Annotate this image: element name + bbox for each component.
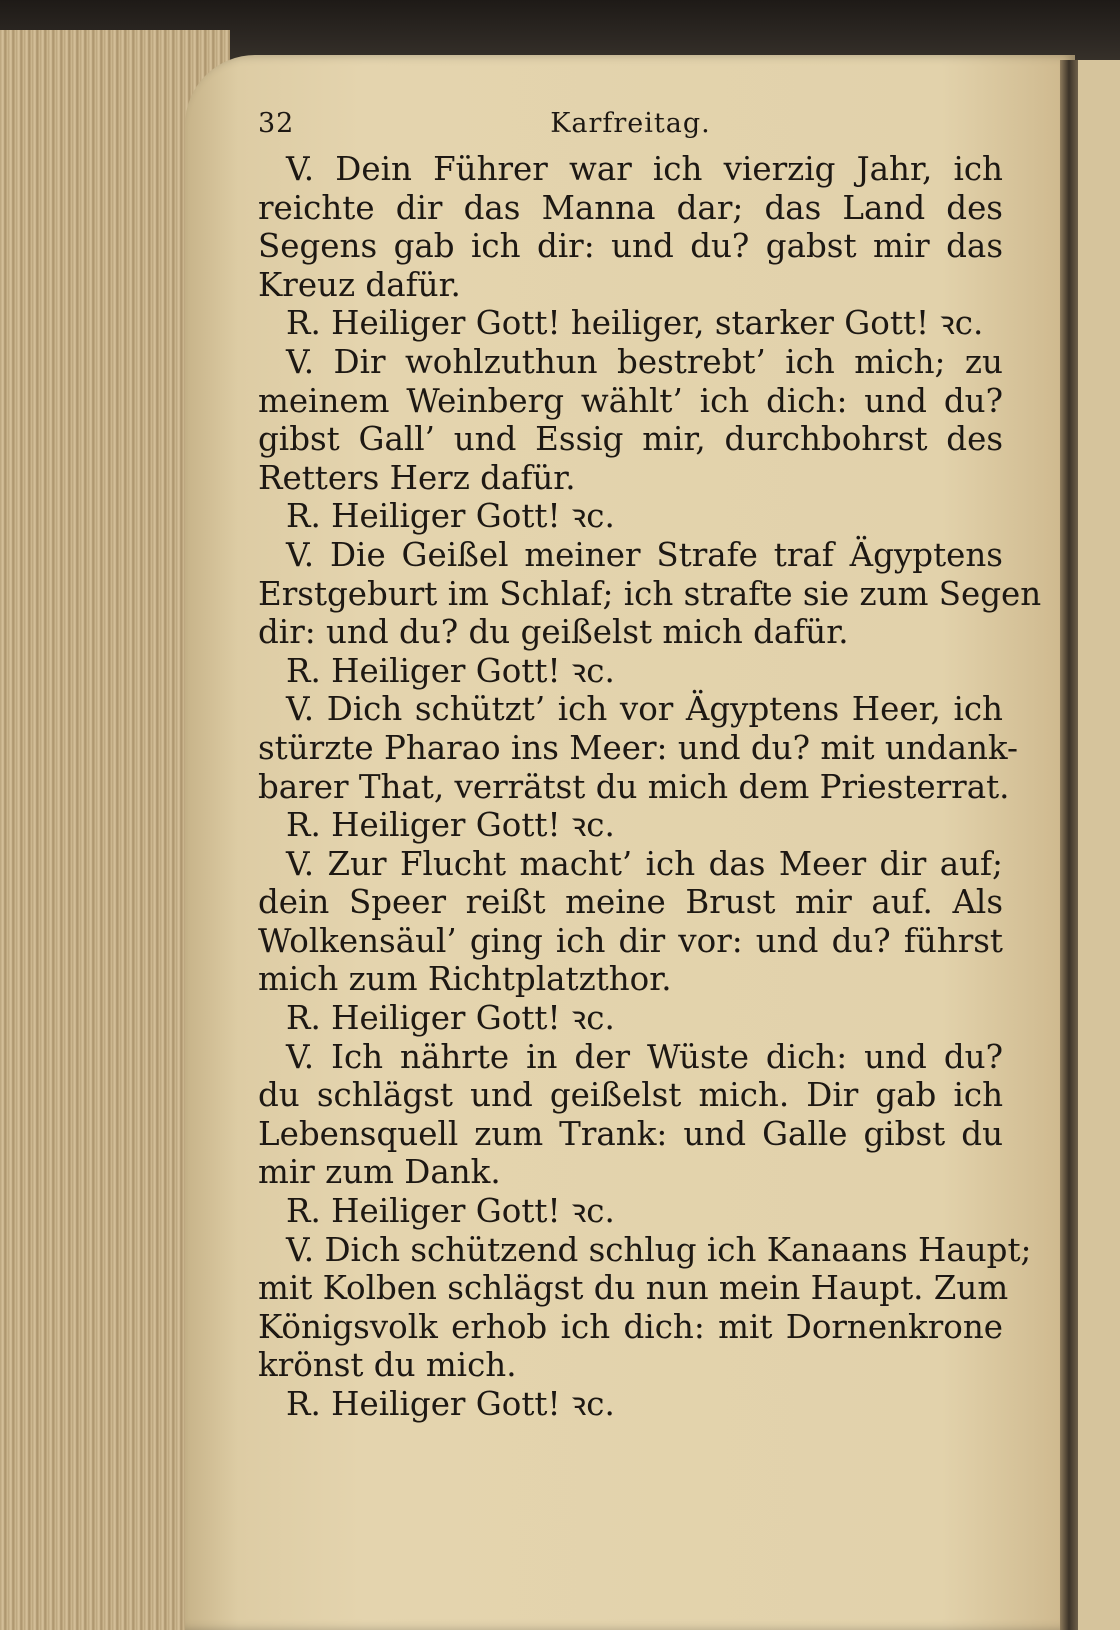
verse-line: dir: und du? du geißelst mich dafür. [258,613,849,652]
verse-line: mir zum Dank. [258,1153,501,1192]
verse-line: V. Dich schützt’ ich vor Ägyptens Heer, ich [286,690,1003,729]
page-text [258,108,1042,1424]
verse-line: barer That, verrätst du mich dem Priesterrat. [258,767,1010,806]
verse-line: mit Kolben schlägst du nun mein Haupt. Zum [258,1269,1009,1308]
verse-block [258,343,1003,497]
verse-block [258,690,1019,806]
verse-line: V. Dich schützend schlug ich Kanaans Haupt; [286,1230,1032,1269]
verse-line: reichte dir das Manna dar; das Land des [258,188,1003,227]
verse-line: meinem Weinberg wählt’ ich dich: und du? [258,381,1003,420]
response-line: R. Heiliger Gott! ꝛc. [286,806,615,845]
page-header [258,108,1003,150]
verse-line: Kreuz dafür. [258,265,461,304]
verse-line: V. Ich nährte in der Wüste dich: und du? [286,1037,1003,1076]
book-gutter [1060,60,1078,1630]
verse-line: stürzte Pharao ins Meer: und du? mit undank- [258,728,1019,767]
verse-line: dein Speer reißt meine Brust mir auf. Als [258,883,1003,922]
verse-line: Retters Herz dafür. [258,458,576,497]
verse-block [258,845,1003,999]
response-line: R. Heiliger Gott! ꝛc. [286,1385,615,1423]
facing-page-edge [1078,60,1120,1630]
verse-line: krönst du mich. [258,1346,517,1385]
verse-line: V. Dir wohlzuthun bestrebt’ ich mich; zu [286,342,1003,381]
verse-line: V. Dein Führer war ich vierzig Jahr, ich [286,150,1003,188]
verse-block [258,535,1042,652]
litany-text [258,150,1042,1424]
verse-block [258,1038,1003,1192]
verse-line: Segens gab ich dir: und du? gabst mir das [258,227,1003,266]
response-line: R. Heiliger Gott! heiliger, starker Gott! ꝛc. [286,304,984,343]
verse-line: gibst Gall’ und Essig mir, durchbohrst des [258,420,1003,459]
verse-line: du schlägst und geißelst mich. Dir gab ich [258,1076,1003,1115]
verse-line: V. Zur Flucht macht’ ich das Meer dir auf; [286,844,1003,883]
running-title: Karfreitag. [550,108,711,139]
response-line: R. Heiliger Gott! ꝛc. [286,999,615,1038]
verse-line: mich zum Richtplatzthor. [258,960,672,999]
response-line: R. Heiliger Gott! ꝛc. [286,1192,615,1231]
page-number: 32 [258,108,295,139]
verse-line: Königsvolk erhob ich dich: mit Dornenkrone [258,1307,1003,1346]
verse-block [258,1230,1032,1385]
verse-line: Lebensquell zum Trank: und Galle gibst du [258,1114,1003,1153]
verse-line: Erstgeburt im Schlaf; ich strafte sie zum Segen [258,574,1042,613]
verse-line: Wolkensäul’ ging ich dir vor: und du? führst [258,921,1003,960]
verse-block [258,150,1003,304]
verse-line: V. Die Geißel meiner Strafe traf Ägyptens [286,535,1003,574]
response-line: R. Heiliger Gott! ꝛc. [286,497,615,536]
response-line: R. Heiliger Gott! ꝛc. [286,651,615,690]
